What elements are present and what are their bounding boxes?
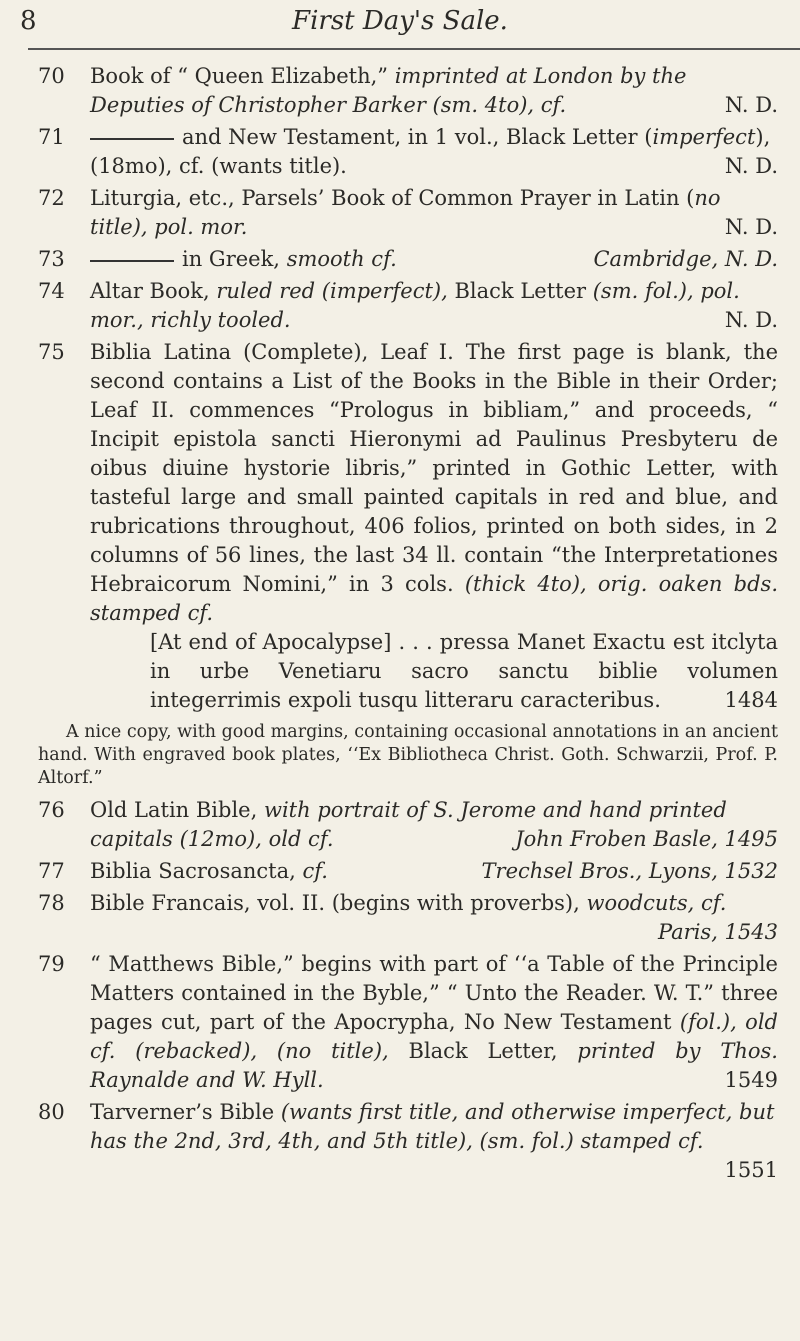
lot-italic-2: printed by Thos. Raynalde and W. Hyll. (90, 1039, 778, 1092)
lot-number: 74 (38, 279, 65, 303)
lot-text-2: Black Letter, (408, 1039, 558, 1063)
lot-date: N. D. (724, 215, 778, 239)
lot-number: 80 (38, 1100, 65, 1124)
lot-number: 73 (38, 247, 65, 271)
lot-date: N. D. (724, 308, 778, 332)
lot-date: Paris, 1543 (657, 920, 778, 944)
lot-note: A nice copy, with good margins, containing occasional annotations in an ancient hand. With engraved book plates, ‘‘Ex Bibliotheca Christ. Goth. Schwarzii, Prof. P. Altorf.” (38, 722, 778, 788)
lot-date: 1549 (724, 1068, 778, 1092)
lot-entry-70 (0, 62, 800, 120)
lot-italic: woodcuts, cf. (586, 891, 727, 915)
lot-entry-77 (0, 857, 800, 886)
page-number: 8 (20, 6, 37, 36)
lot-entry-80 (0, 1098, 800, 1185)
lot-date: Trechsel Bros., Lyons, 1532 (481, 859, 778, 883)
lot-number: 71 (38, 125, 65, 149)
lot-number: 79 (38, 952, 65, 976)
lot-date: John Froben Basle, 1495 (515, 827, 778, 851)
lot-entry-72 (0, 184, 800, 242)
lot-italic: smooth cf. (286, 247, 397, 271)
lot-number: 77 (38, 859, 65, 883)
lot-text: Old Latin Bible, (90, 798, 258, 822)
lot-entry-73 (0, 245, 800, 274)
lot-text: Liturgia, etc., Parsels’ Book of Common Prayer in Latin ( (90, 186, 695, 210)
page-title: First Day's Sale. (292, 6, 508, 36)
lot-entry-74 (0, 277, 800, 335)
lot-italic: ruled red (imperfect), (216, 279, 448, 303)
lot-list (0, 62, 800, 1188)
lot-entry-79 (0, 950, 800, 1095)
lot-text: Tarverner’s Bible (90, 1100, 275, 1124)
lot-date: N. D. (724, 154, 778, 178)
lot-date: 1551 (724, 1158, 778, 1182)
lot-date: 1484 (724, 688, 778, 712)
lot-italic: with portrait of S. Jerome and hand printed capitals (12mo), old cf. (90, 798, 727, 851)
lot-text: in Greek, (182, 247, 280, 271)
lot-number: 78 (38, 891, 65, 915)
lot-italic: cf. (302, 859, 328, 883)
lot-entry-78 (0, 889, 800, 947)
header-rule (28, 48, 800, 50)
lot-number: 76 (38, 798, 65, 822)
ditto-rule (90, 138, 174, 140)
lot-number: 70 (38, 64, 65, 88)
page-header (0, 6, 800, 40)
lot-text-3: (18mo), cf. (wants title). (90, 154, 347, 178)
lot-text: Biblia Latina (Complete), Leaf I. The first page is blank, the second contains a List of the Books in the Bible in their Order; Leaf II. commences “Prologus in bibliam,” and proceeds, “ Incipit epistola sancti Hieronymi ad Paulinus Presbyteru de oibus diuine hystorie libris,” printed in Gothic Letter, with tasteful large and small painted capitals in red and blue, and rubrications throughout, 406 folios, printed on both sides, in 2 columns of 56 lines, the last 34 ll. contain “the Interpretationes Hebraicorum Nomini,” in 3 cols. (90, 340, 778, 596)
lot-text: Biblia Sacrosancta, (90, 859, 296, 883)
lot-text: Altar Book, (90, 279, 210, 303)
lot-date: Cambridge, N. D. (593, 247, 778, 271)
lot-entry-75 (0, 338, 800, 715)
lot-entry-76 (0, 796, 800, 854)
lot-number: 72 (38, 186, 65, 210)
lot-italic: (thick 4to), orig. oaken bds. stamped cf. (90, 572, 778, 625)
lot-text: and New Testament, in 1 vol., Black Letter ( (182, 125, 653, 149)
ditto-rule (90, 260, 174, 262)
lot-text-2: ), (755, 125, 771, 149)
lot-italic: imprinted at London by the Deputies of Christopher Barker (sm. 4to), cf. (90, 64, 687, 117)
colophon: [At end of Apocalypse] . . . pressa Manet Exactu est itclyta in urbe Venetiaru sacro sanctu biblie volumen integerrimis expoli tusqu litteraru caracteribus. (150, 630, 778, 712)
lot-date: N. D. (724, 93, 778, 117)
lot-italic: (fol.), old cf. (rebacked), (no title), (90, 1010, 778, 1063)
lot-italic: (wants first title, and otherwise imperfect, but has the 2nd, 3rd, 4th, and 5th title), (sm. fol.) stamped cf. (90, 1100, 775, 1153)
lot-italic: no title), pol. mor. (90, 186, 721, 239)
lot-entry-71 (0, 123, 800, 181)
lot-italic: imperfect (652, 125, 756, 149)
lot-text: Bible Francais, vol. II. (begins with proverbs), (90, 891, 580, 915)
lot-text: “ Matthews Bible,” begins with part of ‘‘a Table of the Principle Matters contained in the Byble,” “ Unto the Reader. W. T.” three pages cut, part of the Apocrypha, No New Testament (90, 952, 778, 1034)
lot-text-2: Black Letter (454, 279, 587, 303)
lot-italic-2: (sm. fol.), pol. mor., richly tooled. (90, 279, 740, 332)
lot-number: 75 (38, 340, 65, 364)
lot-text: Book of “ Queen Elizabeth,” (90, 64, 389, 88)
